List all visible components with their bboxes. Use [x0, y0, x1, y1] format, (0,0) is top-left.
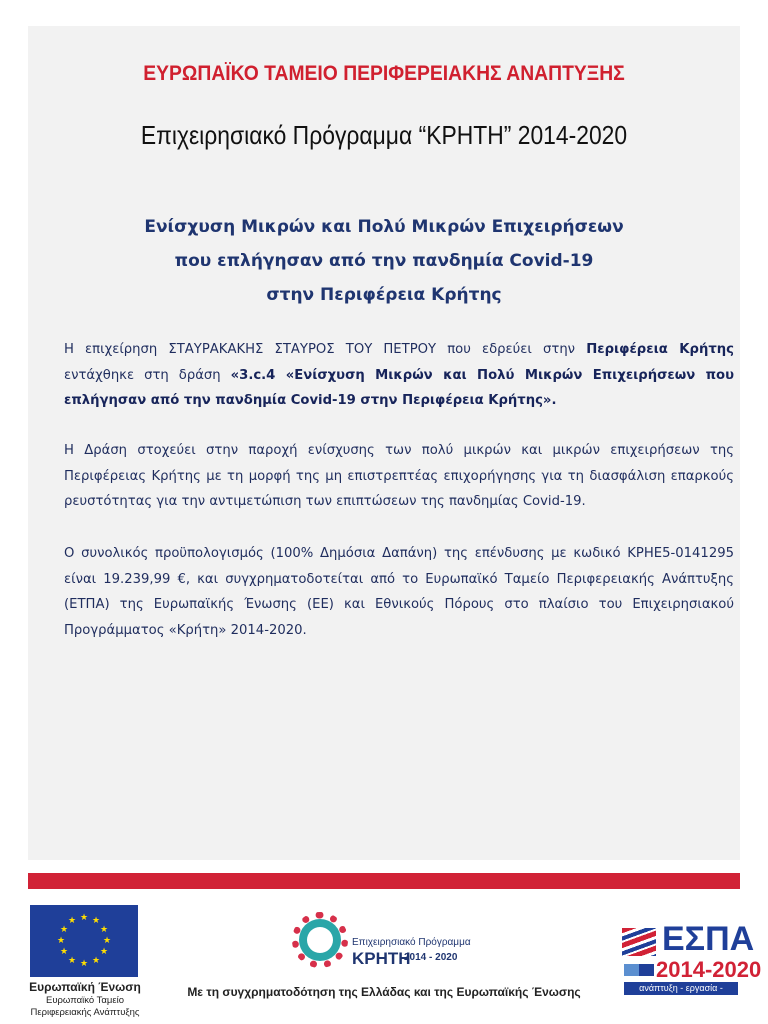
cofunding-statement: Με τη συγχρηματοδότηση της Ελλάδας και της Ευρωπαϊκής Ένωσης	[187, 985, 581, 999]
espa-slogan: ανάπτυξη - εργασία - αλληλεγγύη	[624, 982, 738, 995]
text: Η επιχείρηση ΣΤΑΥΡΑΚΑΚΗΣ ΣΤΑΥΡΟΣ ΤΟΥ ΠΕΤΡΟΥ που εδρεύει στην	[64, 342, 587, 357]
paragraph-goal: Η Δράση στοχεύει στην παροχή ενίσχυσης των πολύ μικρών και μικρών επιχειρήσεων της Περιφέρειας Κρήτης με τη μορφή της μη επιστρεπτέας επιχορήγησης για τη διασφάλιση επαρκούς ρευστότητας για την αντιμετώπιση των επιπτώσεων της πανδημίας Covid-19.	[64, 443, 734, 509]
eu-flag-icon: ★ ★ ★ ★ ★ ★ ★ ★ ★ ★ ★ ★	[30, 905, 138, 977]
text: εντάχθηκε στη δράση	[64, 367, 231, 383]
paragraph-beneficiary	[64, 337, 734, 414]
paragraph-budget: Ο συνολικός προϋπολογισμός (100% Δημόσια Δαπάνη) της επένδυσης με κωδικό ΚΡΗΕ5-0141295 είναι 19.239,99 €, και συγχρηματοδοτείται από το Ευρωπαϊκό Ταμείο Περιφερειακής Ανάπτυξης (ΕΤΠΑ) της Ευρωπαϊκής Ένωσης (ΕΕ) και Εθνικούς Πόρους στο πλαίσιο του Επιχειρησιακού Προγράμματος «Κρήτη» 2014-2020.	[64, 546, 734, 638]
crete-name: ΚΡΗΤΗ	[352, 949, 411, 968]
action-title-line: στην Περιφέρεια Κρήτης	[266, 285, 502, 305]
action-title-line: Ενίσχυση Μικρών και Πολύ Μικρών Επιχειρήσεων	[144, 217, 624, 237]
crete-program-label: Επιχειρησιακό Πρόγραμμα	[352, 937, 471, 948]
eu-fund-line: Περιφερειακής Ανάπτυξης	[30, 1007, 140, 1018]
region-name: Περιφέρεια Κρήτης	[586, 342, 734, 357]
action-title-line: που επλήγησαν από την πανδημία Covid-19	[174, 251, 594, 271]
crete-years: 2014 - 2020	[404, 952, 458, 963]
action-name: «3.c.4 «Ενίσχυση Μικρών και Πολύ Μικρών Επιχειρήσεων που επλήγησαν από την πανδημία Covid-19 στην Περιφέρεια Κρήτης».	[64, 367, 735, 408]
eu-fund-line: Ευρωπαϊκό Ταμείο	[46, 995, 124, 1006]
espa-wave-icon	[622, 928, 656, 956]
espa-years: 2014-2020	[656, 957, 762, 982]
greece-eu-flags-icon	[624, 964, 654, 976]
program-title: Επιχειρησιακό Πρόγραμμα “ΚΡΗΤΗ” 2014-2020	[140, 120, 628, 150]
red-divider	[28, 873, 740, 889]
eu-name: Ευρωπαϊκή Ένωση	[29, 980, 141, 994]
fund-title: ΕΥΡΩΠΑΪΚΟ ΤΑΜΕΙΟ ΠΕΡΙΦΕΡΕΙΑΚΗΣ ΑΝΑΠΤΥΞΗΣ	[143, 62, 625, 85]
crete-program-logo-icon	[292, 912, 348, 968]
espa-logo: ΕΣΠΑ	[662, 920, 755, 958]
action-title	[0, 210, 768, 312]
